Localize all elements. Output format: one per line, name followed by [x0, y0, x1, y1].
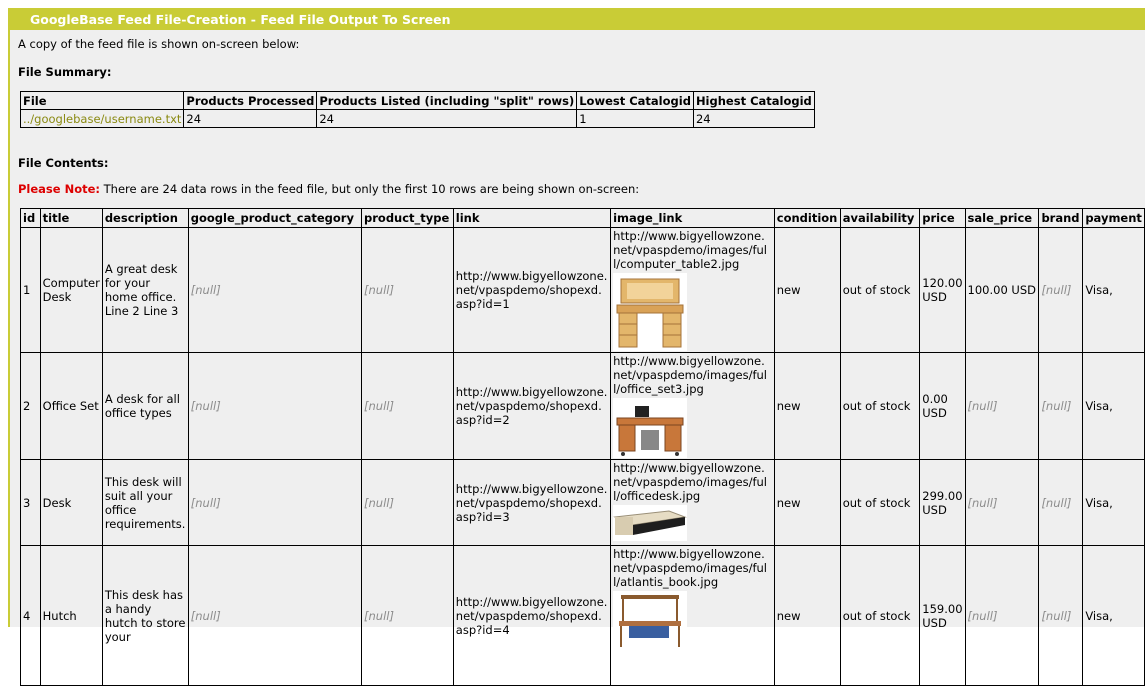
table-row: [21, 353, 1145, 460]
cell-brand: [null]: [1039, 228, 1083, 353]
cell-google-product-category: [null]: [188, 228, 361, 353]
cell-link: [453, 228, 610, 353]
cell-price: 159.00 USD: [920, 546, 965, 686]
cell-price: 120.00 USD: [920, 228, 965, 353]
office-set-thumbnail: [613, 398, 687, 458]
cell-title: Office Set: [40, 353, 102, 460]
cell-condition: new: [774, 353, 840, 460]
col-header-description: description: [102, 209, 188, 228]
cell-payment: Visa,: [1083, 353, 1145, 460]
cell-payment: Visa,: [1083, 460, 1145, 546]
col-header-price: price: [920, 209, 965, 228]
col-header-id: id: [21, 209, 41, 228]
cell-availability: out of stock: [840, 353, 920, 460]
cell-image-link: [611, 353, 775, 460]
cell-condition: new: [774, 460, 840, 546]
image-url: http://www.bigyellowzone.net/vpaspdemo/images/full/atlantis_book.jpg: [613, 547, 767, 589]
cell-link: [453, 546, 610, 686]
cell-payment: Visa,: [1083, 228, 1145, 353]
cell-link: [453, 353, 610, 460]
cell-link: [453, 460, 610, 546]
cell-id: 1: [21, 228, 41, 353]
file-contents-table: [20, 208, 1145, 686]
cell-payment: Visa,: [1083, 546, 1145, 686]
cell-id: 2: [21, 353, 41, 460]
file-summary-table: [20, 91, 815, 128]
cell-brand: [null]: [1039, 353, 1083, 460]
cell-product-type: [null]: [362, 546, 454, 686]
cell-google-product-category: [null]: [188, 546, 361, 686]
col-header-condition: condition: [774, 209, 840, 228]
cell-price: 299.00 USD: [920, 460, 965, 546]
table-row: [21, 546, 1145, 686]
cell-title: Computer Desk: [40, 228, 102, 353]
summary-data-row: [21, 110, 815, 128]
cell-description: A desk for all office types: [102, 353, 188, 460]
cell-brand: [null]: [1039, 546, 1083, 686]
col-header-availability: availability: [840, 209, 920, 228]
note-text: There are 24 data rows in the feed file, but only the first 10 rows are being shown on-screen:: [100, 182, 640, 196]
cell-title: Desk: [40, 460, 102, 546]
cell-availability: out of stock: [840, 460, 920, 546]
computer-desk-thumbnail: [613, 273, 687, 351]
cell-sale-price: [null]: [965, 546, 1039, 686]
summary-highest-value: 24: [693, 110, 814, 128]
summary-lowest-value: 1: [577, 110, 694, 128]
cell-google-product-category: [null]: [188, 353, 361, 460]
cell-title: Hutch: [40, 546, 102, 686]
cell-google-product-category: [null]: [188, 460, 361, 546]
col-header-payment: payment: [1083, 209, 1145, 228]
intro-text: A copy of the feed file is shown on-screen below:: [18, 37, 300, 51]
summary-header-file: File: [21, 92, 184, 110]
summary-listed-value: 24: [317, 110, 577, 128]
summary-header-highest: Highest Catalogid: [693, 92, 814, 110]
page-title: GoogleBase Feed File-Creation - Feed File Output To Screen: [10, 10, 1145, 30]
feed-output-panel: [8, 8, 1145, 644]
cell-product-type: [null]: [362, 228, 454, 353]
image-url: http://www.bigyellowzone.net/vpaspdemo/images/full/officedesk.jpg: [613, 461, 767, 503]
cell-image-link: [611, 460, 775, 546]
product-link: http://www.bigyellowzone.net/vpaspdemo/shopexd.asp?id=4: [455, 594, 608, 637]
cell-description: This desk has a handy hutch to store your: [102, 546, 188, 686]
summary-file-cell: [21, 110, 184, 128]
col-header-sale-price: sale_price: [965, 209, 1039, 228]
feed-file-link[interactable]: ../googlebase/username.txt: [23, 111, 182, 126]
col-header-product-type: product_type: [362, 209, 454, 228]
col-header-google-product-category: google_product_category: [188, 209, 361, 228]
cell-description: This desk will suit all your office requirements.: [102, 460, 188, 546]
cell-availability: out of stock: [840, 546, 920, 686]
summary-processed-value: 24: [184, 110, 317, 128]
cell-product-type: [null]: [362, 460, 454, 546]
cell-condition: new: [774, 228, 840, 353]
cell-price: 0.00 USD: [920, 353, 965, 460]
office-desk-thumbnail: [613, 505, 687, 541]
col-header-title: title: [40, 209, 102, 228]
product-link: http://www.bigyellowzone.net/vpaspdemo/shopexd.asp?id=1: [455, 269, 608, 311]
table-row: [21, 228, 1145, 353]
image-url: http://www.bigyellowzone.net/vpaspdemo/images/full/computer_table2.jpg: [613, 229, 767, 271]
contents-header-row: [21, 209, 1145, 228]
summary-header-listed: Products Listed (including "split" rows): [317, 92, 577, 110]
cell-sale-price: [null]: [965, 460, 1039, 546]
table-row: [21, 460, 1145, 546]
col-header-image-link: image_link: [611, 209, 775, 228]
cell-sale-price: 100.00 USD: [965, 228, 1039, 353]
col-header-link: link: [453, 209, 610, 228]
cell-product-type: [null]: [362, 353, 454, 460]
cell-description: A great desk for your home office. Line 2 Line 3: [102, 228, 188, 353]
product-link: http://www.bigyellowzone.net/vpaspdemo/shopexd.asp?id=3: [455, 481, 608, 524]
cell-brand: [null]: [1039, 460, 1083, 546]
summary-heading: File Summary:: [18, 65, 112, 79]
col-header-brand: brand: [1039, 209, 1083, 228]
cell-id: 4: [21, 546, 41, 686]
note-label: Please Note:: [18, 182, 100, 196]
product-link: http://www.bigyellowzone.net/vpaspdemo/shopexd.asp?id=2: [455, 385, 608, 427]
cell-image-link: [611, 228, 775, 353]
cell-id: 3: [21, 460, 41, 546]
contents-heading: File Contents:: [18, 156, 109, 170]
cell-availability: out of stock: [840, 228, 920, 353]
summary-header-lowest: Lowest Catalogid: [577, 92, 694, 110]
summary-header-processed: Products Processed: [184, 92, 317, 110]
summary-header-row: [21, 92, 815, 110]
cell-condition: new: [774, 546, 840, 686]
row-limit-note: [18, 182, 639, 196]
hutch-thumbnail: [613, 591, 687, 651]
cell-sale-price: [null]: [965, 353, 1039, 460]
cell-image-link: [611, 546, 775, 686]
image-url: http://www.bigyellowzone.net/vpaspdemo/images/full/office_set3.jpg: [613, 354, 767, 396]
